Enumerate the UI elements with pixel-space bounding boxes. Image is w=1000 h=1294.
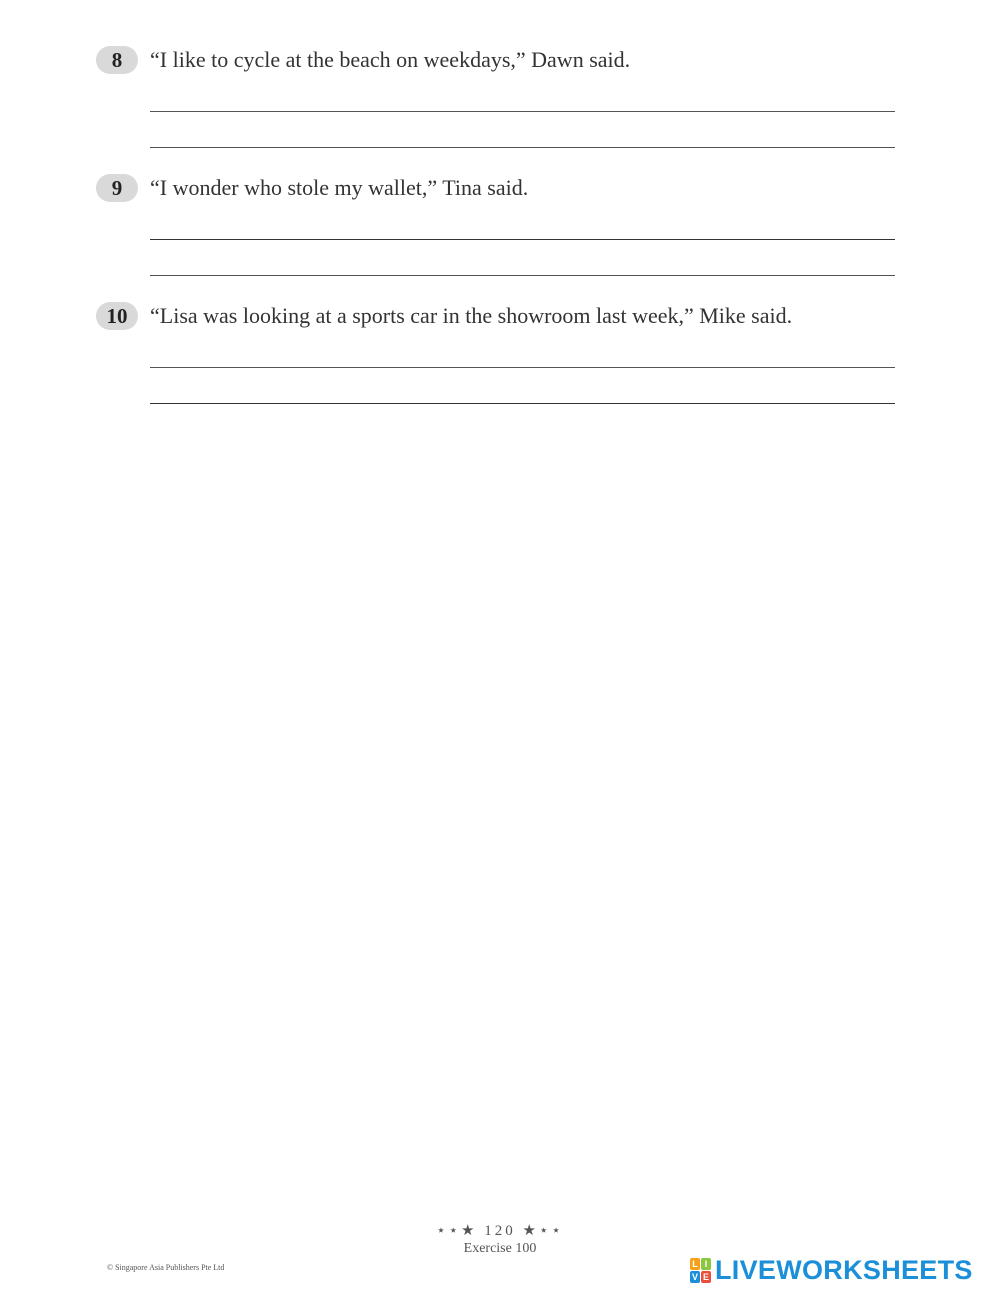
question-number-badge: 10 [96, 302, 138, 330]
question-text: “I like to cycle at the beach on weekdays,” Dawn said. [150, 47, 631, 72]
logo-block-v: V [691, 1271, 698, 1282]
answer-line-8b[interactable] [150, 147, 895, 148]
answer-line-10b[interactable] [150, 403, 895, 404]
logo-block-l: L [690, 1258, 700, 1270]
page-number: ⋆⋆★ 120 ★⋆⋆ [436, 1223, 564, 1239]
page-footer [400, 1222, 600, 1258]
liveworksheets-logo-icon [690, 1258, 711, 1283]
logo-block-i: I [701, 1258, 711, 1270]
answer-line-9b[interactable] [150, 275, 895, 276]
copyright-notice: © Singapore Asia Publishers Pte Ltd [107, 1263, 225, 1272]
answer-line-8a[interactable] [150, 111, 895, 112]
liveworksheets-wordmark: LIVEWORKSHEETS [715, 1254, 973, 1285]
answer-line-10a[interactable] [150, 367, 895, 368]
question-number-badge: 9 [96, 174, 138, 202]
liveworksheets-logo [690, 1256, 973, 1284]
question-number-badge: 8 [96, 46, 138, 74]
exercise-label: Exercise 100 [463, 1241, 537, 1256]
answer-line-9a[interactable] [150, 239, 895, 240]
logo-block-e: E [702, 1271, 709, 1282]
question-text: “I wonder who stole my wallet,” Tina said. [150, 175, 529, 200]
question-text: “Lisa was looking at a sports car in the showroom last week,” Mike said. [150, 303, 793, 328]
